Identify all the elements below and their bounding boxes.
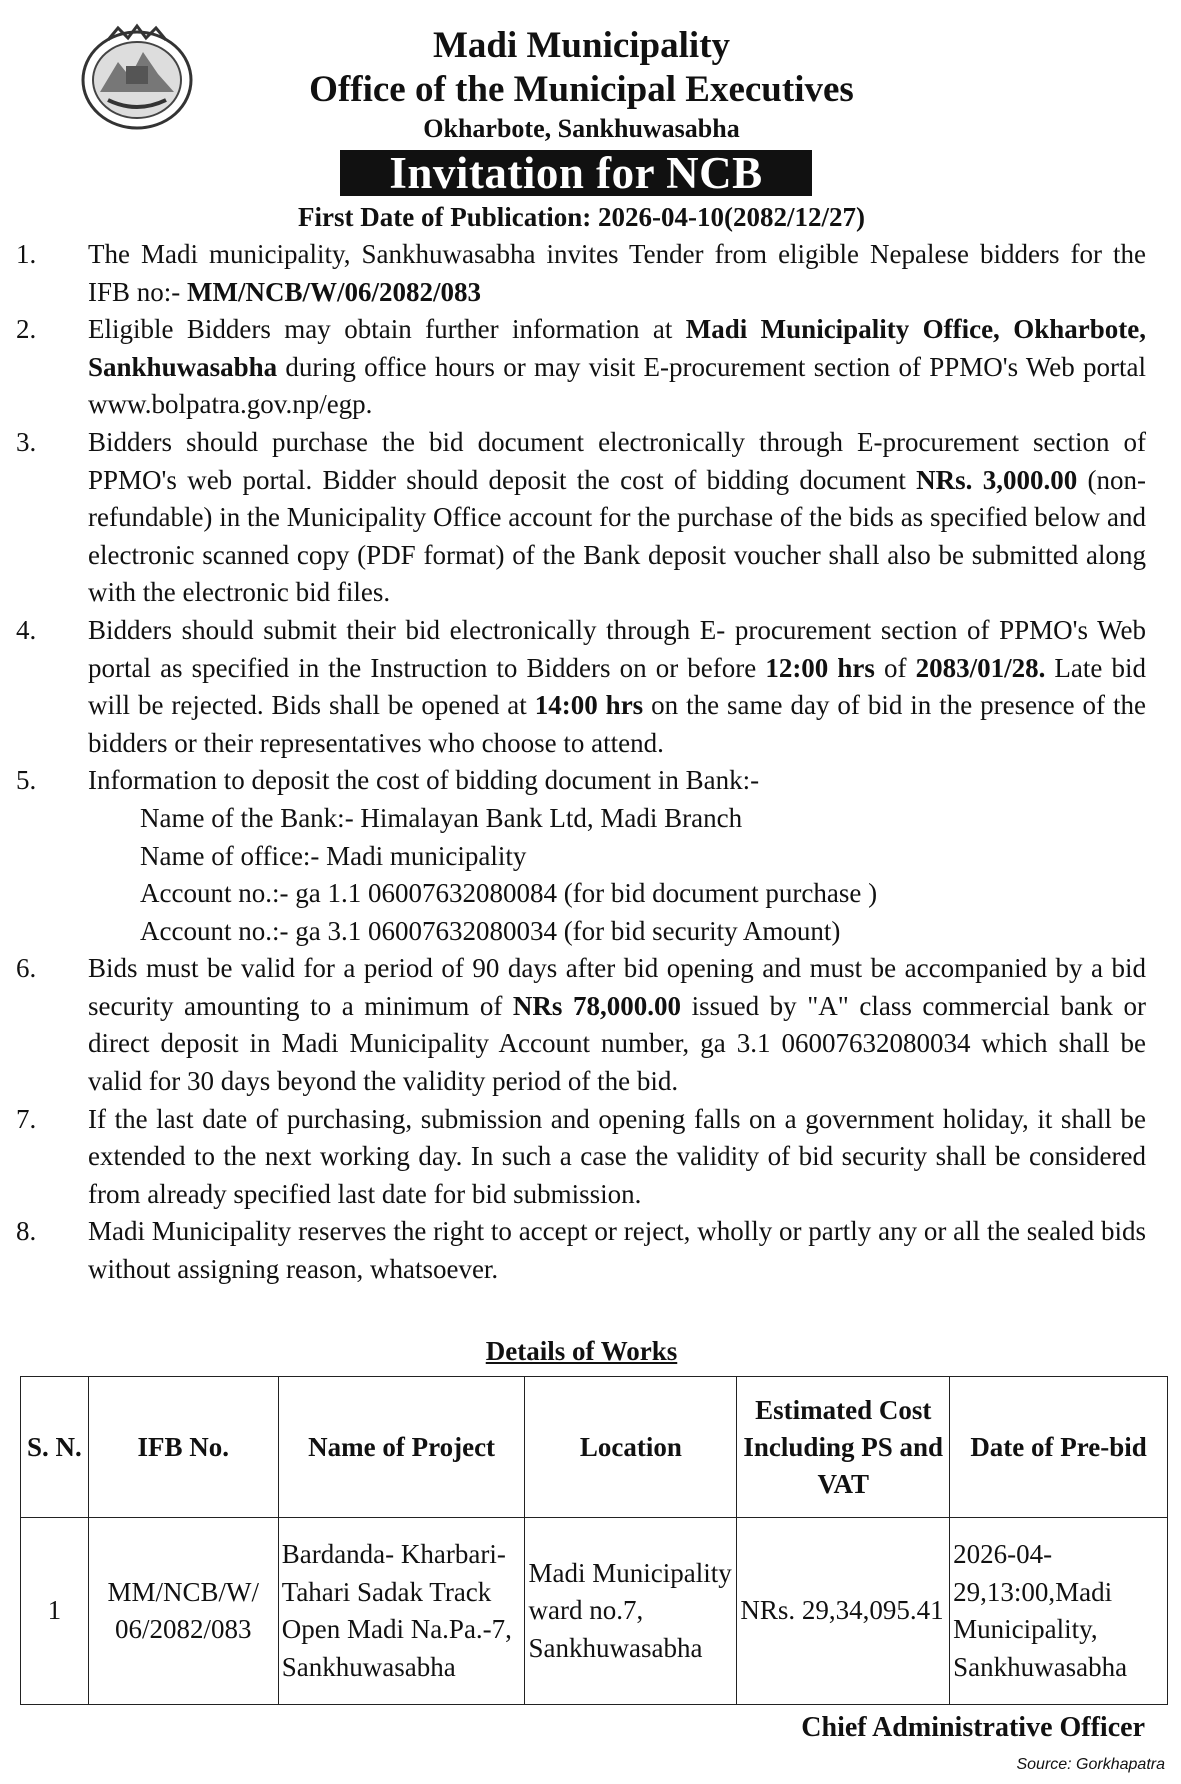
col-location: Location bbox=[525, 1377, 737, 1518]
col-project: Name of Project bbox=[278, 1377, 525, 1518]
col-sn: S. N. bbox=[21, 1377, 89, 1518]
account-number-doc: Account no.:- ga 1.1 06007632080084 (for bid document purchase ) bbox=[140, 878, 878, 909]
office-account-name: Name of office:- Madi municipality bbox=[140, 840, 527, 871]
item-text: Bidders should submit their bid electronically through E- procurement section of PPMO's Web portal as specified in the Instruction to Bidders on or before 12:00 hrs of 2083/01/28. Late bid will be rejected. Bids shall be opened at 14:00 hrs on the same day of bid in the presence of the bidders or their representatives who choose to attend. bbox=[88, 614, 1146, 758]
item-text: Information to deposit the cost of bidding document in Bank:- Name of the Bank:- Himalayan Bank Ltd, Madi Branch Name of office:- Madi municipality Account no.:- ga 1.1 06007632080084 (for bid document purchase ) Account no.:- ga 3.1 06007632080034 (for bid security Amount) bbox=[88, 762, 1146, 950]
item-number: 7. bbox=[16, 1103, 37, 1134]
publication-date: First Date of Publication: 2026-04-10(2082/12/27) bbox=[298, 202, 865, 232]
signatory: Chief Administrative Officer bbox=[801, 1712, 1145, 1743]
item-text: The Madi municipality, Sankhuwasabha invites Tender from eligible Nepalese bidders for the IFB no:- MM/NCB/W/06/2082/083 bbox=[88, 239, 1146, 307]
list-item bbox=[16, 1101, 1146, 1214]
item-number: 1. bbox=[16, 239, 37, 269]
item-number: 6. bbox=[16, 953, 37, 984]
notice-banner: Invitation for NCB bbox=[340, 150, 812, 196]
item-text: Madi Municipality reserves the right to accept or reject, wholly or partly any or all the sealed bids without assigning reason, whatsoever. bbox=[88, 1216, 1146, 1285]
cell-cost: NRs. 29,34,095.41 bbox=[737, 1518, 950, 1705]
cell-sn: 1 bbox=[21, 1518, 89, 1705]
col-ifb: IFB No. bbox=[88, 1377, 278, 1518]
col-prebid: Date of Pre-bid bbox=[950, 1377, 1168, 1518]
item-number: 2. bbox=[16, 314, 37, 345]
item-text: If the last date of purchasing, submission and opening falls on a government holiday, it shall be extended to the next working day. In such a case the validity of bid security shall be considered from already specified last date for bid submission. bbox=[88, 1103, 1146, 1209]
office-address: Okharbote, Sankhuwasabha bbox=[423, 114, 740, 143]
col-cost: Estimated Cost Including PS and VAT bbox=[737, 1377, 950, 1518]
item-text: Bidders should purchase the bid document electronically through E-procurement section of PPMO's web portal. Bidder should deposit the cost of bidding document NRs. 3,000.00 (non-refundable) in the Municipality Office account for the purchase of the bids as specified below and electronic scanned copy (PDF format) of the Bank deposit voucher shall also be submitted along with the electronic bid files. bbox=[88, 426, 1146, 608]
item-number: 3. bbox=[16, 426, 37, 457]
municipality-name: Madi Municipality bbox=[432, 25, 731, 66]
account-number-security: Account no.:- ga 3.1 06007632080034 (for bid security Amount) bbox=[140, 915, 841, 946]
cell-prebid: 2026-04- 29,13:00,Madi Municipality, Sankhuwasabha bbox=[950, 1518, 1168, 1705]
item-text: Eligible Bidders may obtain further information at Madi Municipality Office, Okharbote, Sankhuwasabha during office hours or may visit E-procurement section of PPMO's Web portal www.bolpatra.gov.np/egp. bbox=[88, 314, 1146, 420]
item-number: 8. bbox=[16, 1216, 37, 1247]
list-item bbox=[16, 1213, 1146, 1288]
cell-ifb: MM/NCB/W/ 06/2082/083 bbox=[88, 1518, 278, 1705]
list-item bbox=[16, 612, 1146, 762]
source-credit: Source: Gorkhapatra bbox=[1016, 1756, 1165, 1773]
item-number: 5. bbox=[16, 765, 37, 796]
list-item bbox=[16, 311, 1146, 424]
office-name: Office of the Municipal Executives bbox=[309, 69, 854, 110]
item-number: 4. bbox=[16, 614, 37, 645]
cell-project: Bardanda- Kharbari-Tahari Sadak Track Open Madi Na.Pa.-7, Sankhuwasabha bbox=[278, 1518, 525, 1705]
works-table bbox=[20, 1376, 1168, 1705]
list-item bbox=[16, 424, 1146, 612]
bank-name: Name of the Bank:- Himalayan Bank Ltd, Madi Branch bbox=[140, 802, 743, 833]
list-item bbox=[16, 236, 1146, 311]
item-text: Bids must be valid for a period of 90 days after bid opening and must be accompanied by a bid security amounting to a minimum of NRs 78,000.00 issued by "A" class commercial bank or direct deposit in Madi Municipality Account number, ga 3.1 06007632080034 which shall be valid for 30 days beyond the validity period of the bid. bbox=[88, 953, 1146, 1097]
table-header-row bbox=[21, 1377, 1168, 1518]
list-item bbox=[16, 762, 1146, 950]
notice-items bbox=[16, 236, 1146, 1289]
list-item bbox=[16, 950, 1146, 1100]
cell-location: Madi Municipality ward no.7, Sankhuwasabha bbox=[525, 1518, 737, 1705]
details-title: Details of Works bbox=[485, 1336, 678, 1366]
table-row bbox=[21, 1518, 1168, 1705]
